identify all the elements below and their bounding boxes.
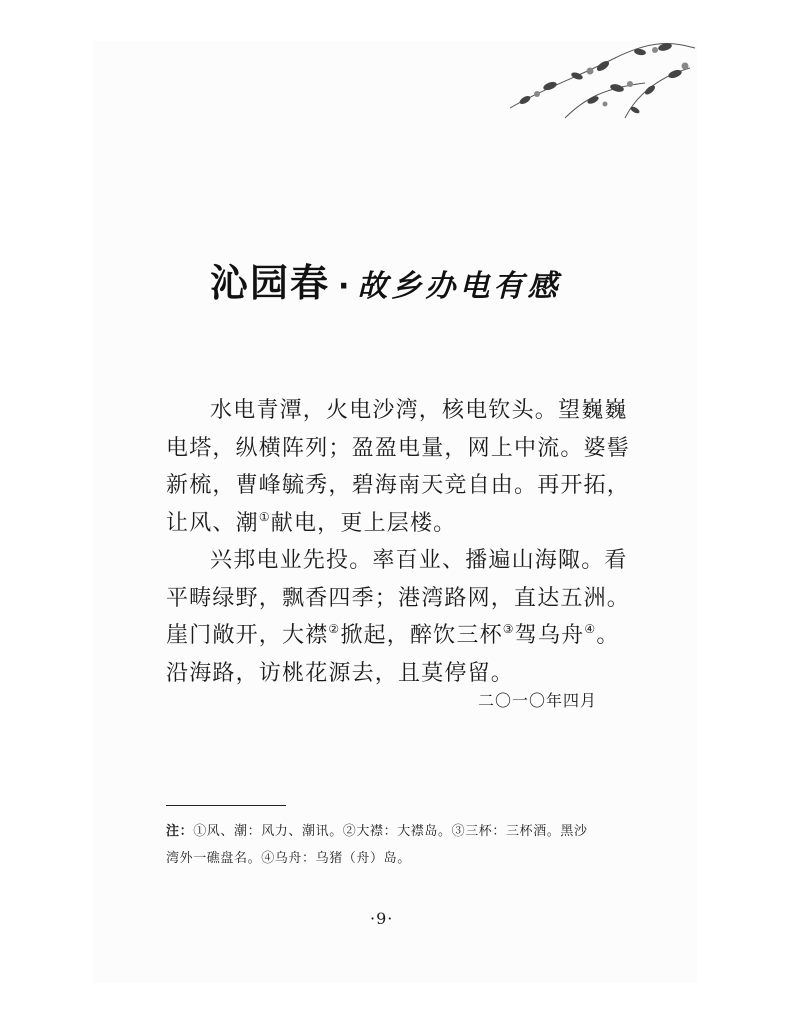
- poem-line: 电塔，纵横阵列；盈盈电量，网上中流。婆髻: [166, 435, 631, 461]
- footnote-ref: ④: [584, 622, 597, 636]
- poem-text: 驾乌舟: [514, 623, 585, 648]
- footnote-label: 注：: [166, 824, 194, 839]
- footnote-line: 湾外一礁盘名。④乌舟：乌猪（舟）岛。: [166, 851, 411, 866]
- poem-line: 兴邦电业先投。率百业、播遍山海陬。看: [210, 548, 628, 573]
- footnote-text: ①风、潮：风力、潮讯。②大襟：大襟岛。③三杯：三杯酒。黑沙: [193, 824, 588, 839]
- poem-text: 掀起，醉饮三杯: [340, 623, 503, 648]
- poem-line: 沿海路，访桃花源去，且莫停留。: [166, 660, 515, 686]
- poem-date: 二〇一〇年四月: [478, 691, 598, 710]
- footnote-line: [166, 818, 606, 845]
- poem-text: 献电，更上层楼。: [270, 510, 457, 536]
- poem-text: 让风、潮: [166, 510, 259, 536]
- title-subtitle: 故乡办电有感: [357, 269, 562, 304]
- footnote-ref: ①: [258, 509, 271, 524]
- poem-line: [166, 505, 606, 543]
- footnote-ref: ③: [502, 622, 515, 636]
- poem-line: 平畴绿野，飘香四季；港湾路网，直达五洲。: [166, 585, 631, 611]
- page-number: ·9·: [370, 909, 394, 928]
- poem-line: [166, 617, 620, 655]
- poem-line: 水电青潭，火电沙湾，核电钦头。望巍巍: [210, 398, 628, 423]
- poem-body: [166, 392, 631, 692]
- poem-title: [210, 252, 561, 307]
- floral-ornament-icon: [505, 38, 697, 122]
- poem-text: 崖门敞开，大襟: [166, 623, 329, 648]
- footnote-divider: [166, 805, 286, 806]
- title-separator: ·: [338, 269, 350, 304]
- footnotes: [166, 818, 606, 872]
- poem-text: 。: [596, 623, 620, 648]
- title-main: 沁园春: [210, 261, 331, 305]
- footnote-ref: ②: [328, 622, 341, 636]
- poem-line: 新梳，曹峰毓秀，碧海南天竞自由。再开拓，: [166, 473, 631, 498]
